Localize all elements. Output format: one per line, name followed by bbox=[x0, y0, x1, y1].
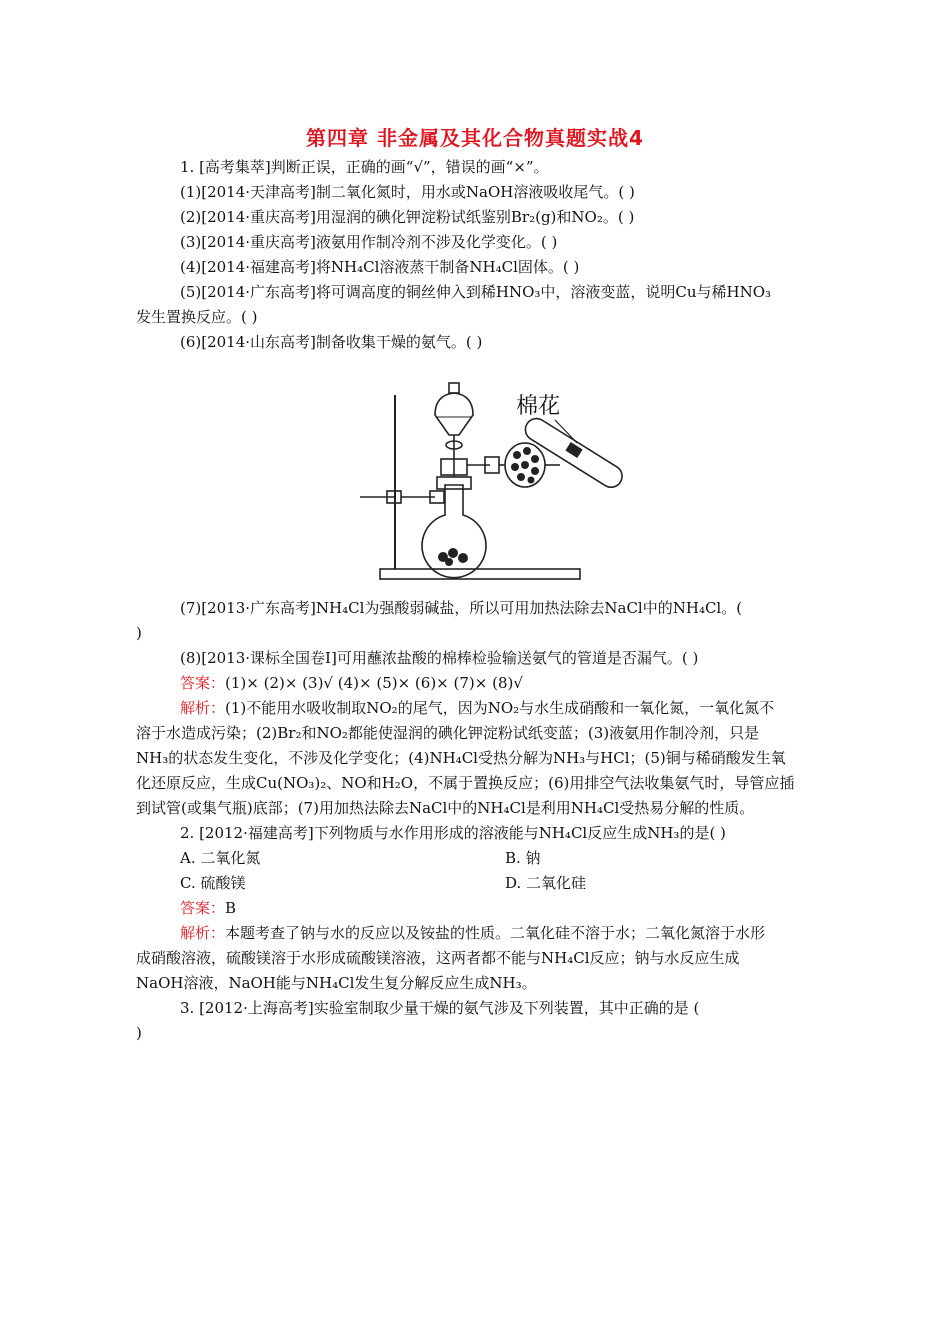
stand-base bbox=[380, 569, 580, 579]
q2-analysis-line-2: 成硝酸溶液，硫酸镁溶于水形成硫酸镁溶液，这两者都不能与NH₄Cl反应；钠与水反应生成 bbox=[136, 949, 740, 967]
ammonia-apparatus-figure bbox=[355, 365, 645, 585]
q1-item-5-cont: 发生置换反应。( ) bbox=[136, 308, 258, 326]
q2-analysis-line-1 bbox=[180, 922, 765, 944]
q1-analysis-line-4: 化还原反应，生成Cu(NO₃)₂、NO和H₂O，不属于置换反应；(6)用排空气法收集氨气时，导管应插 bbox=[136, 774, 795, 792]
q2-option-d: D. 二氧化硅 bbox=[505, 874, 587, 892]
analysis-text: 本题考查了钠与水的反应以及铵盐的性质。二氧化硅不溶于水；二氧化氮溶于水形 bbox=[225, 924, 766, 942]
q3-stem: 3. [2012·上海高考]实验室制取少量干燥的氨气涉及下列装置，其中正确的是 ( bbox=[180, 999, 700, 1017]
answer-label: 答案： bbox=[180, 674, 226, 692]
q1-item-5: (5)[2014·广东高考]将可调高度的铜丝伸入到稀HNO₃中，溶液变蓝，说明Cu与稀HNO₃ bbox=[180, 283, 772, 301]
round-flask bbox=[422, 485, 486, 578]
q2-option-b: B. 钠 bbox=[505, 849, 541, 867]
q2-option-a: A. 二氧化氮 bbox=[180, 849, 261, 867]
q2-answer bbox=[180, 897, 236, 919]
q1-item-7-cont: ) bbox=[136, 624, 142, 642]
q2-analysis-line-3: NaOH溶液，NaOH能与NH₄Cl发生复分解反应生成NH₃。 bbox=[136, 974, 537, 992]
q1-item-6: (6)[2014·山东高考]制备收集干燥的氨气。( ) bbox=[180, 333, 483, 351]
q1-analysis-line-2: 溶于水造成污染；(2)Br₂和NO₂都能使湿润的碘化钾淀粉试纸变蓝；(3)液氨用作制冷剂，只是 bbox=[136, 724, 760, 742]
q1-item-3: (3)[2014·重庆高考]液氨用作制冷剂不涉及化学变化。( ) bbox=[180, 233, 558, 251]
analysis-label: 解析： bbox=[180, 924, 226, 942]
q2-stem: 2. [2012·福建高考]下列物质与水作用形成的溶液能与NH₄Cl反应生成NH₃的是( ) bbox=[180, 824, 726, 842]
separatory-funnel bbox=[435, 393, 473, 435]
q3-stem-end: ) bbox=[136, 1024, 142, 1042]
figure-label-cotton: 棉花 bbox=[516, 394, 561, 419]
q2-option-c: C. 硫酸镁 bbox=[180, 874, 246, 892]
q1-item-7: (7)[2013·广东高考]NH₄Cl为强酸弱碱盐，所以可用加热法除去NaCl中的NH₄Cl。( bbox=[180, 599, 743, 617]
q1-stem: 1. [高考集萃]判断正误，正确的画“√”，错误的画“×”。 bbox=[180, 158, 549, 176]
page-title: 第四章 非金属及其化合物真题实战4 bbox=[306, 126, 644, 150]
q1-analysis-line-5: 到试管(或集气瓶)底部；(7)用加热法除去NaCl中的NH₄Cl是利用NH₄Cl受热易分解的性质。 bbox=[136, 799, 755, 817]
answer-text: B bbox=[225, 899, 237, 917]
answer-text: (1)× (2)× (3)√ (4)× (5)× (6)× (7)× (8)√ bbox=[225, 674, 523, 692]
q1-answer bbox=[180, 672, 523, 694]
q1-analysis-line-1 bbox=[180, 697, 774, 719]
q1-item-1: (1)[2014·天津高考]制二氧化氮时，用水或NaOH溶液吸收尾气。( ) bbox=[180, 183, 635, 201]
q1-item-2: (2)[2014·重庆高考]用湿润的碘化钾淀粉试纸鉴别Br₂(g)和NO₂。( ) bbox=[180, 208, 635, 226]
q1-item-4: (4)[2014·福建高考]将NH₄Cl溶液蒸干制备NH₄Cl固体。( ) bbox=[180, 258, 580, 276]
q1-analysis-line-3: NH₃的状态发生变化，不涉及化学变化；(4)NH₄Cl受热分解为NH₃与HCl；(5)铜与稀硝酸发生氧 bbox=[136, 749, 786, 767]
analysis-label: 解析： bbox=[180, 699, 226, 717]
analysis-text: (1)不能用水吸收制取NO₂的尾气，因为NO₂与水生成硝酸和一氧化氮，一氧化氮不 bbox=[225, 699, 775, 717]
answer-label: 答案： bbox=[180, 899, 226, 917]
q1-item-8: (8)[2013·课标全国卷Ⅰ]可用蘸浓盐酸的棉棒检验输送氨气的管道是否漏气。( ) bbox=[180, 649, 699, 667]
